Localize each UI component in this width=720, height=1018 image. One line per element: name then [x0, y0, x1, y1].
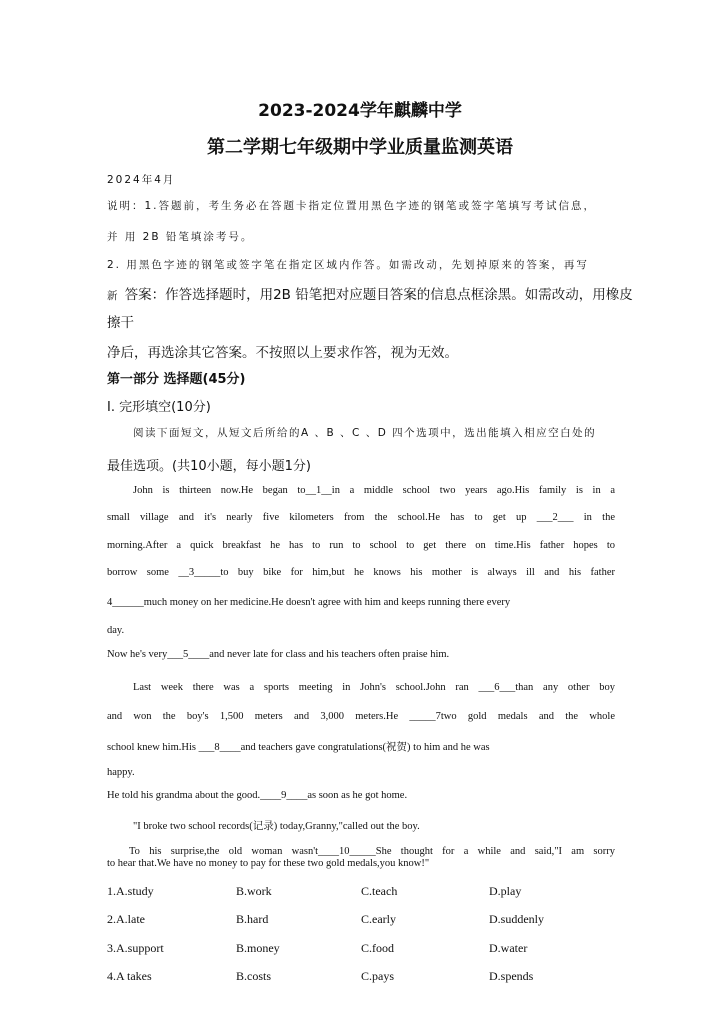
passage-line-12: He told his grandma about the good.____9____as soon as he got home. [107, 790, 408, 801]
section-heading: I. 完形填空(10分) [107, 400, 211, 415]
instruction-line1: 阅读下面短文，从短文后所给的A 、B 、C 、D 四个选项中，选出能填入相应空白处的 [133, 427, 597, 439]
exam-date: 2024年4月 [107, 174, 176, 186]
option-2b: B.hard [236, 912, 269, 926]
option-4c: C.pays [361, 969, 394, 983]
option-4d: D.spends [489, 969, 534, 983]
exam-title-line2: 第二学期七年级期中学业质量监测英语 [207, 137, 513, 158]
passage-line-4: borrow some __3_____to buy bike for him,but he knows his mother is always ill and his father [107, 567, 615, 578]
option-1d: D.play [489, 884, 522, 898]
passage-line-11: happy. [107, 767, 135, 778]
note-2-cont [107, 283, 633, 303]
note-2-end: 净后，再选涂其它答案。不按照以上要求作答，视为无效。 [107, 345, 458, 361]
option-1a: 1.A.study [107, 884, 154, 898]
option-3a: 3.A.support [107, 941, 164, 955]
option-3c: C.food [361, 941, 394, 955]
passage-line-15: to hear that.We have no money to pay for these two gold medals,you know!" [107, 858, 430, 869]
passage-line-7: Now he's very___5____and never late for class and his teachers often praise him. [107, 649, 450, 660]
note-1: 说明：1.答题前，考生务必在答题卡指定位置用黑色字迹的钢笔或签字笔填写考试信息， [107, 200, 597, 212]
instruction-line2: 最佳选项。(共10小题，每小题1分) [107, 459, 311, 474]
option-3d: D.water [489, 941, 528, 955]
passage-line-14: To his surprise,the old woman wasn't____10_____She thought for a while and said,"I am sorry [129, 846, 615, 857]
option-2d: D.suddenly [489, 912, 544, 926]
note-1-cont: 并 用 2B 铅笔填涂考号。 [107, 231, 254, 243]
passage-line-1: John is thirteen now.He began to__1__in a middle school two years ago.His family is in a [133, 485, 615, 496]
passage-line-10: school knew him.His ___8____and teachers gave congratulations(祝贺) to him and he was [107, 742, 490, 753]
passage-line-8: Last week there was a sports meeting in John's school.John ran ___6___than any other boy [133, 682, 615, 693]
note-2: 2. 用黑色字迹的钢笔或签字笔在指定区域内作答。如需改动，先划掉原来的答案，再写 [107, 259, 589, 271]
note-2-text: 答案：作答选择题时，用2B 铅笔把对应题目答案的信息点框涂黑。如需改动，用橡皮 [124, 287, 633, 303]
option-3b: B.money [236, 941, 280, 955]
option-4b: B.costs [236, 969, 272, 983]
exam-title-line1: 2023-2024学年麒麟中学 [258, 101, 462, 121]
passage-line-3: morning.After a quick breakfast he has to run to school to get there on time.His father hopes to [107, 540, 615, 551]
passage-line-9: and won the boy's 1,500 meters and 3,000 meters.He _____7two gold medals and the whole [107, 711, 615, 722]
passage-line-13: "I broke two school records(记录) today,Granny,"called out the boy. [133, 821, 420, 832]
option-2a: 2.A.late [107, 912, 145, 926]
passage-line-5: 4______much money on her medicine.He doesn't agree with him and keeps running there every [107, 597, 511, 608]
option-1b: B.work [236, 884, 272, 898]
passage-line-6: day. [107, 625, 125, 636]
note-2-wrap: 擦干 [107, 315, 134, 331]
passage-line-2: small village and it's nearly five kilometers from the school.He has to get up ___2___ in the [107, 512, 615, 523]
option-4a: 4.A takes [107, 969, 152, 983]
option-2c: C.early [361, 912, 396, 926]
note-2-prefix: 新 [107, 290, 120, 302]
option-1c: C.teach [361, 884, 398, 898]
part-heading: 第一部分 选择题(45分) [107, 372, 246, 387]
